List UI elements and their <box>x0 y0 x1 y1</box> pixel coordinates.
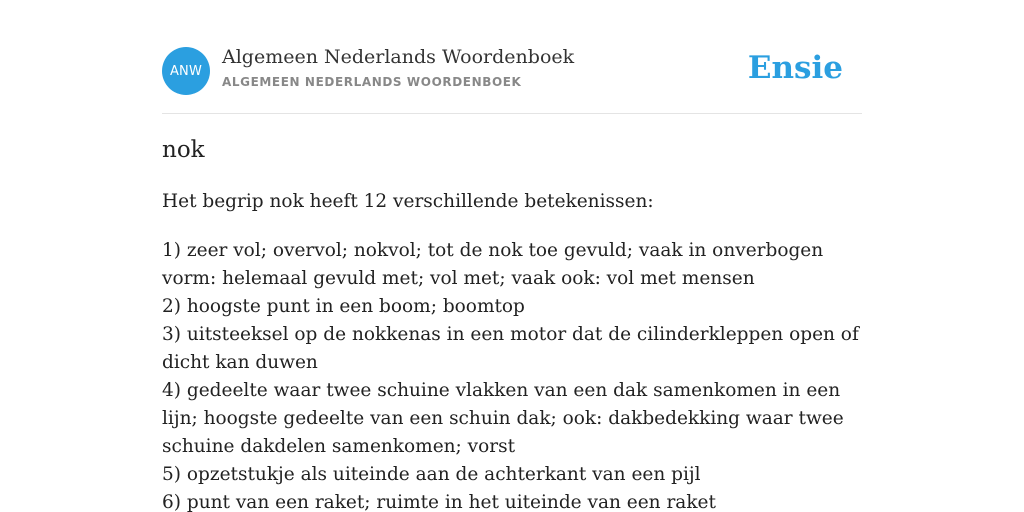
meaning-item: 2) hoogste punt in een boom; boomtop <box>162 296 525 317</box>
site-header <box>162 46 862 96</box>
meaning-item: 6) punt van een raket; ruimte in het uiteinde van een raket <box>162 492 716 512</box>
ensie-logo[interactable]: Ensie <box>747 50 843 86</box>
header-divider <box>162 113 862 114</box>
entry-intro: Het begrip nok heeft 12 verschillende betekenissen: <box>162 191 654 212</box>
meaning-item: 1) zeer vol; overvol; nokvol; tot de nok toe gevuld; vaak in onverbogen vorm: helemaal gevuld met; vol met; vaak ook: vol met mensen <box>162 240 824 289</box>
entry-word: nok <box>162 137 205 163</box>
source-title[interactable]: Algemeen Nederlands Woordenboek <box>222 46 575 68</box>
anw-logo[interactable] <box>162 47 210 95</box>
meanings-list <box>162 237 862 512</box>
logo-text: ANW <box>169 63 203 79</box>
meaning-item: 4) gedeelte waar twee schuine vlakken van een dak samenkomen in een lijn; hoogste gedeelte van een schuin dak; ook: dakbedekking waar twee schuine dakdelen samenkomen; vorst <box>162 380 844 457</box>
meaning-item: 5) opzetstukje als uiteinde aan de achterkant van een pijl <box>162 464 701 485</box>
source-subtitle: ALGEMEEN NEDERLANDS WOORDENBOEK <box>222 75 522 89</box>
meaning-item: 3) uitsteeksel op de nokkenas in een motor dat de cilinderkleppen open of dicht kan duwen <box>162 324 859 373</box>
